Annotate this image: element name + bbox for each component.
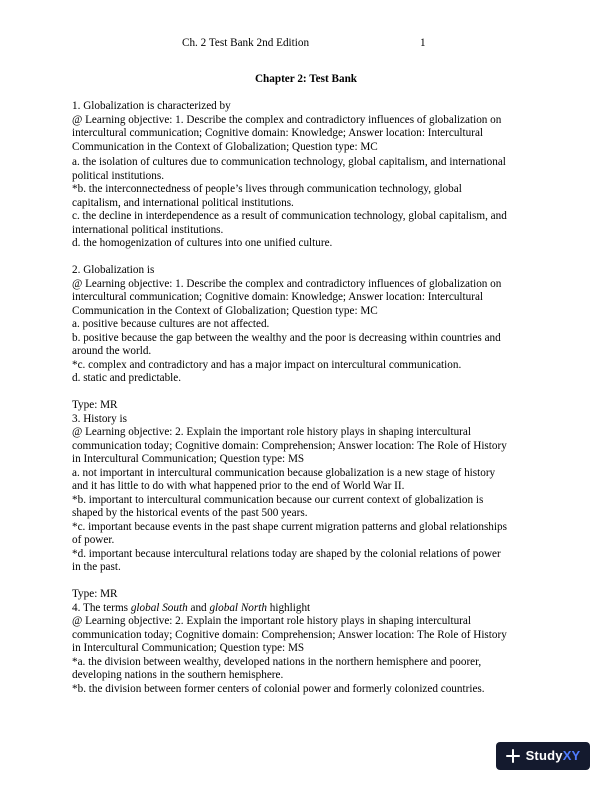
chapter-title: Chapter 2: Test Bank — [254, 73, 358, 85]
meta-line: @ Learning objective: 1. Describe the complex and contradictory influences of globalization on — [72, 277, 502, 290]
question-meta — [72, 426, 544, 467]
term-global-north: global North — [209, 601, 267, 614]
option-line: *a. the division between wealthy, developed nations in the northern hemisphere and poorer, — [72, 655, 482, 668]
term-global-south: global South — [130, 601, 188, 614]
meta-line: intercultural communication; Cognitive domain: Knowledge; Answer location: Intercultural — [72, 127, 484, 139]
option-line: d. static and predictable. — [72, 372, 182, 384]
question-list — [72, 100, 544, 710]
option-line: c. the decline in interdependence as a result of communication technology, global capitalism, and — [72, 210, 507, 222]
meta-line: @ Learning objective: 2. Explain the important role history plays in shaping intercultural — [72, 426, 471, 438]
meta-line: communication today; Cognitive domain: Comprehension; Answer location: The Role of History — [72, 628, 507, 641]
question-stem: 1. Globalization is characterized by — [72, 100, 231, 112]
option-line: *d. important because intercultural relations today are shaped by the colonial relations of power — [72, 547, 501, 560]
option-line: political institutions. — [72, 169, 164, 182]
option-line: a. not important in intercultural communication because globalization is a new stage of history — [72, 466, 496, 479]
meta-line: @ Learning objective: 2. Explain the important role history plays in shaping intercultural — [72, 615, 471, 627]
option-line: around the world. — [72, 345, 152, 357]
question-meta — [72, 615, 544, 656]
plus-icon — [506, 749, 520, 763]
question-type-label: Type: MR — [72, 399, 118, 411]
option-line: developing nations in the southern hemisphere. — [72, 669, 284, 681]
question-1 — [72, 100, 544, 251]
question-meta — [72, 114, 544, 155]
answer-options — [72, 156, 544, 251]
option-line: d. the homogenization of cultures into one unified culture. — [72, 237, 333, 249]
stem-prefix: 4. The terms — [72, 601, 131, 614]
answer-options — [72, 656, 544, 697]
option-line: international political institutions. — [72, 223, 224, 236]
meta-line: in Intercultural Communication; Question type: MS — [72, 642, 305, 654]
option-line: *b. the interconnectedness of people’s lives through communication technology, global — [72, 183, 462, 195]
meta-line: communication today; Cognitive domain: Comprehension; Answer location: The Role of History — [72, 439, 507, 452]
question-3 — [72, 399, 544, 575]
question-stem — [72, 602, 544, 616]
answer-options — [72, 467, 544, 575]
studyxy-logo — [526, 749, 581, 763]
option-line: *c. complex and contradictory and has a major impact on intercultural communication. — [72, 358, 462, 371]
question-stem: 3. History is — [72, 412, 128, 425]
question-type-label: Type: MR — [72, 588, 118, 600]
page-header — [182, 37, 442, 51]
question-4 — [72, 588, 544, 696]
option-line: of power. — [72, 534, 115, 546]
option-line: b. positive because the gap between the wealthy and the poor is decreasing within countries and — [72, 331, 501, 344]
meta-line: intercultural communication; Cognitive domain: Knowledge; Answer location: Intercultural — [72, 291, 484, 303]
studyxy-badge[interactable] — [496, 742, 590, 770]
meta-line: in Intercultural Communication; Question type: MS — [72, 453, 305, 465]
option-line: *c. important because events in the past shape current migration patterns and global relationships — [72, 520, 507, 533]
meta-line: @ Learning objective: 1. Describe the complex and contradictory influences of globalization on — [72, 113, 502, 126]
option-line: in the past. — [72, 561, 121, 573]
option-line: shaped by the historical events of the past 500 years. — [72, 507, 308, 519]
option-line: *b. the division between former centers of colonial power and formerly colonized countries. — [72, 682, 485, 695]
option-line: a. positive because cultures are not affected. — [72, 318, 270, 330]
document-title: Ch. 2 Test Bank 2nd Edition — [182, 37, 310, 49]
meta-line: Communication in the Context of Globalization; Question type: MC — [72, 304, 378, 317]
brand-suffix: XY — [562, 748, 581, 764]
stem-middle: and — [187, 601, 210, 614]
question-2 — [72, 264, 544, 386]
page-number: 1 — [420, 37, 426, 49]
answer-options — [72, 318, 544, 386]
stem-suffix: highlight — [266, 601, 311, 614]
option-line: and it has little to do with what happened prior to the end of World War II. — [72, 480, 405, 492]
option-line: *b. important to intercultural communication because our current context of globalization is — [72, 493, 484, 506]
brand-prefix: Study — [525, 748, 563, 764]
meta-line: Communication in the Context of Globalization; Question type: MC — [72, 140, 378, 153]
question-meta — [72, 278, 544, 319]
option-line: capitalism, and international political institutions. — [72, 196, 294, 209]
question-stem: 2. Globalization is — [72, 264, 155, 276]
option-line: a. the isolation of cultures due to communication technology, global capitalism, and international — [72, 156, 506, 168]
